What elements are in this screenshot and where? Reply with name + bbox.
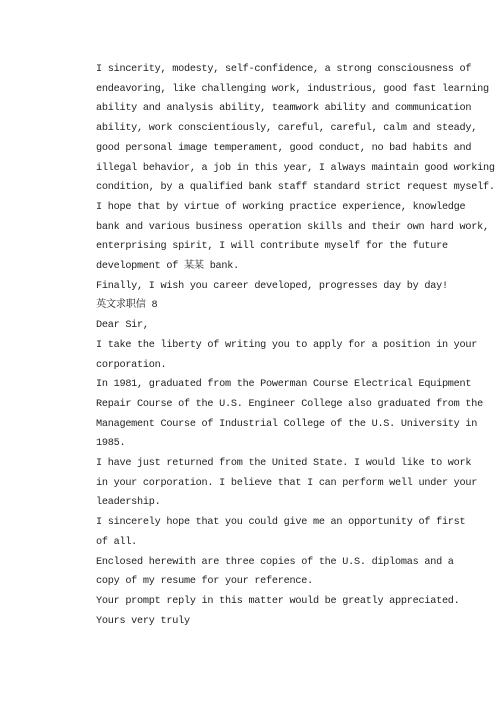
sign-off <box>75 612 427 632</box>
text-line: Yours very truly <box>96 615 190 627</box>
paragraph-closing-wish <box>75 277 448 297</box>
text-line: in your corporation. I believe that I can perform well under your <box>96 477 478 489</box>
paragraph-returned <box>75 454 478 513</box>
text-line: ability and analysis ability, teamwork ability and communication <box>96 103 472 115</box>
text-line: corporation. <box>96 359 167 371</box>
text-line: Your prompt reply in this matter would be greatly appreciated. <box>96 595 460 607</box>
paragraph-reply <box>75 592 460 612</box>
text-line: of all. <box>96 536 138 548</box>
text-line: illegal behavior, a job in this year, I always maintain good working <box>96 162 495 174</box>
text-line: ability, work conscientiously, careful, careful, calm and steady, <box>96 123 478 135</box>
paragraph-hope <box>75 198 489 277</box>
text-line: leadership. <box>96 497 161 509</box>
paragraph-qualities <box>75 60 495 198</box>
text-line: I sincerely hope that you could give me an opportunity of first <box>96 517 466 529</box>
salutation <box>75 316 427 336</box>
text-line: In 1981, graduated from the Powerman Course Electrical Equipment <box>96 379 472 391</box>
text-line: 1985. <box>96 438 126 450</box>
text-line: I have just returned from the United State. I would like to work <box>96 458 472 470</box>
text-line: I take the liberty of writing you to apply for a position in your <box>96 339 478 351</box>
text-line: Dear Sir, <box>96 320 149 332</box>
text-line: I hope that by virtue of working practice experience, knowledge <box>96 201 466 213</box>
paragraph-apply <box>75 336 478 375</box>
text-line: condition, by a qualified bank staff standard strict request myself. <box>96 182 495 194</box>
text-line: I sincerity, modesty, self-confidence, a strong consciousness of <box>96 64 472 75</box>
paragraph-opportunity <box>75 513 466 552</box>
text-line: enterprising spirit, I will contribute myself for the future <box>96 241 448 253</box>
text-line: good personal image temperament, good conduct, no bad habits and <box>96 142 472 154</box>
text-line: copy of my resume for your reference. <box>96 576 313 588</box>
document-body <box>75 60 495 631</box>
text-line: bank and various business operation skills and their own hard work, <box>96 221 489 233</box>
section-heading <box>75 296 427 316</box>
text-line: Repair Course of the U.S. Engineer College also graduated from the <box>96 398 483 410</box>
text-line: Enclosed herewith are three copies of the U.S. diplomas and a <box>96 556 454 568</box>
text-line: endeavoring, like challenging work, industrious, good fast learning <box>96 83 489 95</box>
text-line: Finally, I wish you career developed, progresses day by day! <box>96 280 448 292</box>
paragraph-education <box>75 375 483 454</box>
paragraph-enclosed <box>75 553 454 592</box>
text-line: 英文求职信 8 <box>96 300 158 312</box>
text-line: development of 某某 bank. <box>96 261 240 273</box>
text-line: Management Course of Industrial College of the U.S. University in <box>96 418 478 430</box>
